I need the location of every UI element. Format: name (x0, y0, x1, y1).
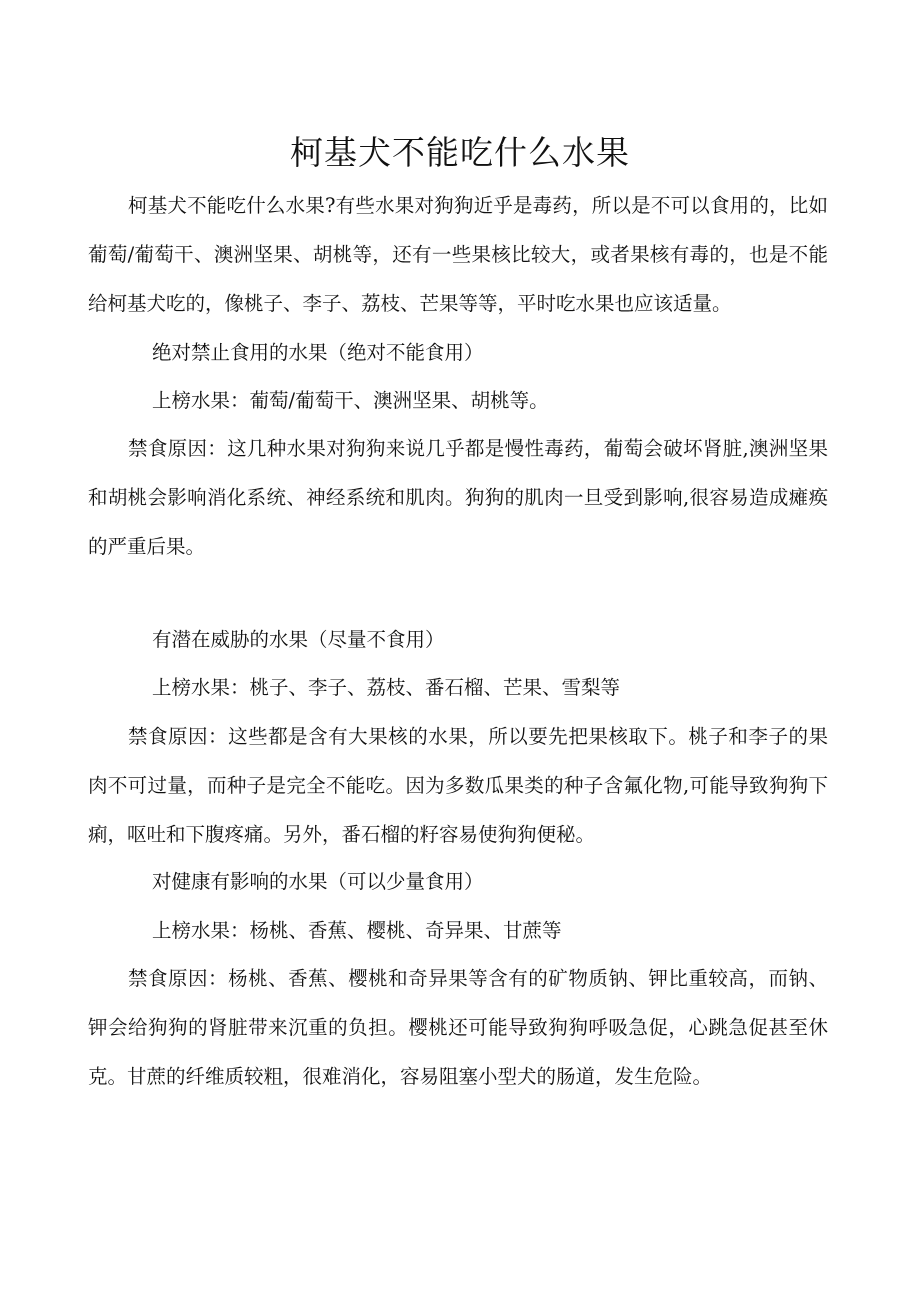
section-2-fruits: 上榜水果：桃子、李子、荔枝、番石榴、芒果、雪梨等 (152, 676, 621, 699)
section-1-fruits: 上榜水果：葡萄/葡萄干、澳洲坚果、胡桃等。 (152, 389, 549, 412)
section-2-heading: 有潜在威胁的水果（尽量不食用） (152, 628, 445, 651)
page-title: 柯基犬不能吃什么水果 (290, 133, 630, 172)
section-3-fruits: 上榜水果：杨桃、香蕉、樱桃、奇异果、甘蔗等 (152, 919, 562, 942)
section-1-reason: 禁食原因：这几种水果对狗狗来说几乎都是慢性毒药，葡萄会破坏肾脏,澳洲坚果和胡桃会影响消化系统、神经系统和肌肉。狗狗的肌肉一旦受到影响,很容易造成瘫痪的严重后果。 (88, 437, 828, 558)
section-2-reason: 禁食原因：这些都是含有大果核的水果，所以要先把果核取下。桃子和李子的果肉不可过量，而种子是完全不能吃。因为多数瓜果类的种子含氟化物,可能导致狗狗下痢，呕吐和下腹疼痛。另外，番石榴的籽容易使狗狗便秘。 (88, 725, 828, 846)
section-3-reason: 禁食原因：杨桃、香蕉、樱桃和奇异果等含有的矿物质钠、钾比重较高，而钠、钾会给狗狗的肾脏带来沉重的负担。樱桃还可能导致狗狗呼吸急促，心跳急促甚至休克。甘蔗的纤维质较粗，很难消化，容易阻塞小型犬的肠道，发生危险。 (88, 967, 828, 1088)
section-1-heading: 绝对禁止食用的水果（绝对不能食用） (152, 341, 484, 364)
section-3-heading: 对健康有影响的水果（可以少量食用） (152, 870, 484, 893)
intro-paragraph: 柯基犬不能吃什么水果?有些水果对狗狗近乎是毒药，所以是不可以食用的，比如葡萄/葡萄干、澳洲坚果、胡桃等，还有一些果核比较大，或者果核有毒的，也是不能给柯基犬吃的，像桃子、李子、荔枝、芒果等等，平时吃水果也应该适量。 (88, 194, 828, 315)
